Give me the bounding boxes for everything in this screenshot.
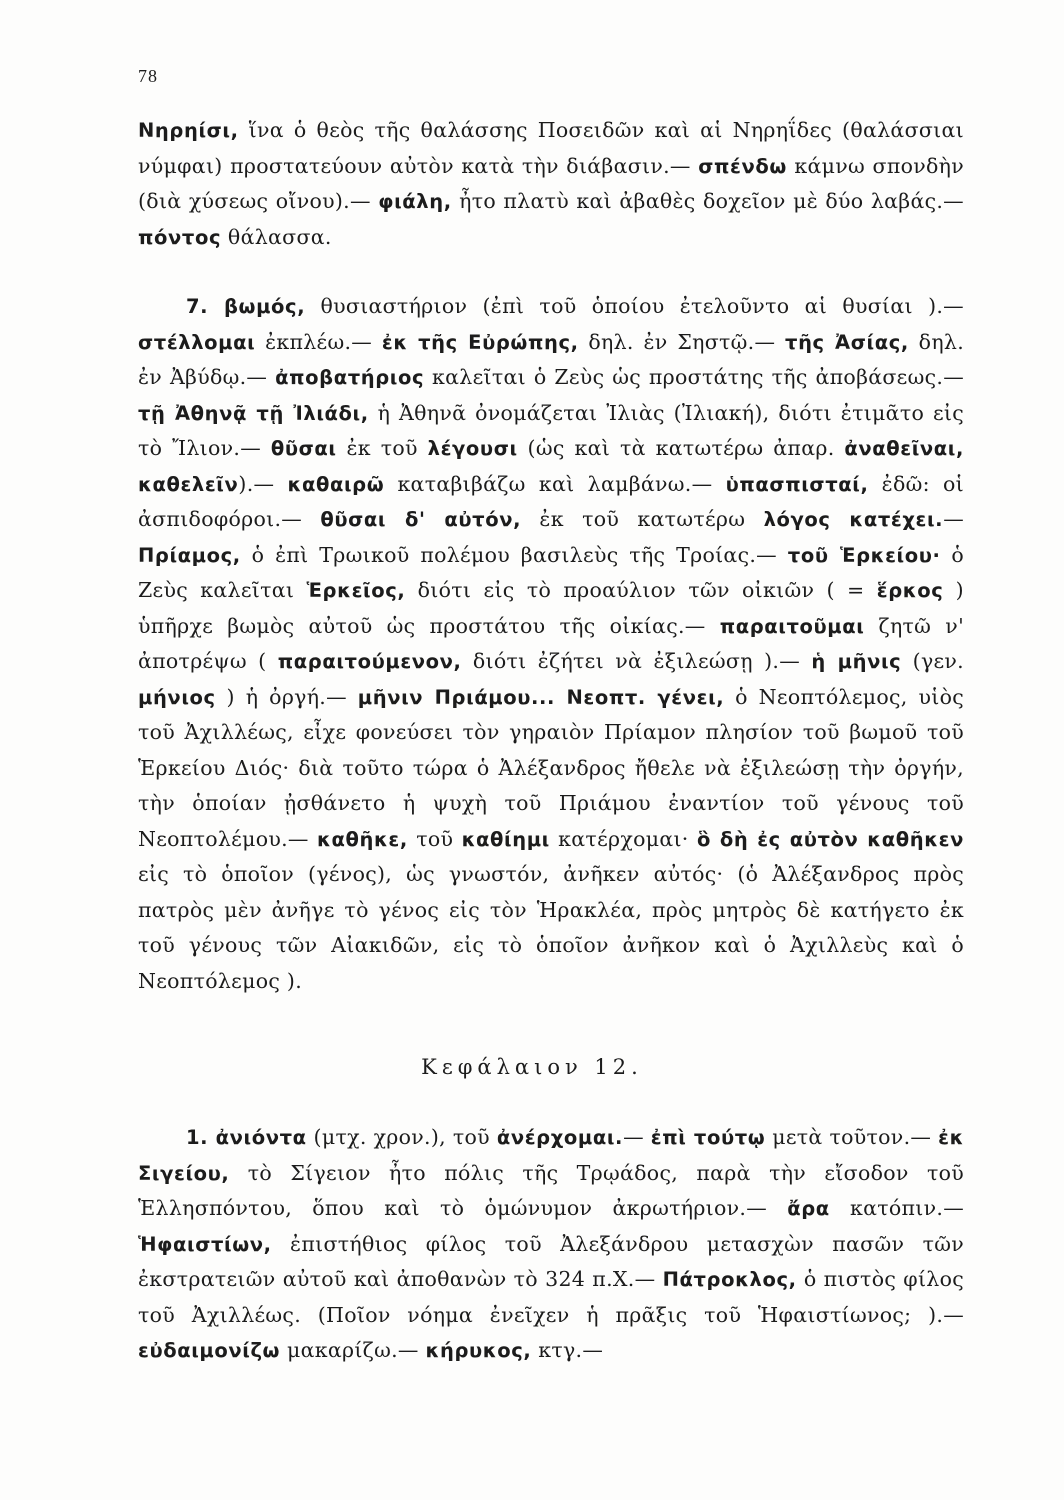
- lemma: θῦσαι: [270, 437, 337, 460]
- lemma: τῆς Ἀσίας,: [785, 330, 909, 354]
- lemma: Ἡφαιστίων,: [138, 1232, 272, 1256]
- lemma: θῦσαι δ' αὐτόν,: [320, 508, 522, 531]
- lemma: φιάλη,: [378, 190, 452, 213]
- lemma: ἀνέρχομαι.: [496, 1126, 624, 1149]
- lemma: σπένδω: [698, 154, 787, 178]
- gloss-text: ἐδῶ: οἱ ἀσπιδοφόροι.—: [138, 471, 964, 531]
- gloss-text: τὸ Σίγειον ἦτο πόλις τῆς Τρῳάδος, παρὰ τὴν εἴσοδον τοῦ Ἑλλησπόντου, ὅπου καὶ τὸ ὁμώνυμον ἀκρωτήριον.—: [138, 1160, 964, 1220]
- lemma: ἐπὶ τούτῳ: [650, 1126, 766, 1149]
- lemma: Ἑρκεῖος,: [306, 579, 406, 602]
- gloss-text: ἐπιστήθιος φίλος τοῦ Ἀλεξάνδρου μετασχὼν πασῶν τῶν ἐκστρατειῶν αὐτοῦ καὶ ἀποθανὼν τὸ 324 π.Χ.—: [138, 1231, 964, 1291]
- chapter-heading: Κεφάλαιον 12.: [421, 1055, 643, 1079]
- lemma: λέγουσι: [427, 437, 518, 460]
- gloss-text: μετὰ τοῦτον.—: [765, 1125, 939, 1149]
- gloss-text: διότι εἰς τὸ προαύλιον τῶν οἰκιῶν ( =: [405, 578, 877, 602]
- gloss-text: —: [943, 507, 964, 531]
- lemma: τοῦ Ἑρκείου·: [787, 543, 941, 567]
- gloss-text: ὁ ἐπὶ Τρωικοῦ πολέμου βασιλεὺς τῆς Τροίας.—: [240, 542, 788, 567]
- gloss-text: ἡ Ἀθηνᾶ ὀνομάζεται Ἰλιὰς (Ἰλιακή), διότι ἐτιμᾶτο εἰς τὸ Ἴλιον.—: [138, 400, 965, 460]
- lemma: μῆνιν Πριάμου... Νεοπτ. γένει,: [357, 685, 725, 709]
- gloss-text: καταβιβάζω καὶ λαμβάνω.—: [384, 471, 726, 496]
- gloss-text: μακαρίζω.—: [280, 1338, 426, 1362]
- gloss-text: εἰς τὸ ὁποῖον (γένος), ὡς γνωστόν, ἀνῆκεν αὐτός· (ὁ Ἀλέξανδρος πρὸς πατρὸς μὲν ἀνῆγε τὸ γένος εἰς τὸν Ἡρακλέα, πρὸς μητρὸς δὲ κατήγετο ἐκ τοῦ γένους τῶν Αἰακιδῶν, εἰς τὸ ὁποῖον ἀνῆκον καὶ ὁ Ἀχιλλεὺς καὶ ὁ Νεοπτόλεμος ).: [138, 862, 964, 993]
- gloss-text: διότι ἐζήτει νὰ ἐξιλεώσῃ ).—: [461, 649, 812, 673]
- lemma: Πρίαμος,: [138, 543, 241, 567]
- gloss-text: ὁ πιστὸς φίλος τοῦ Ἀχιλλέως. (Ποῖον νόημα ἐνεῖχεν ἡ πρᾶξις τοῦ Ἡφαιστίωνος; ).—: [138, 1267, 964, 1327]
- lemma: καθῆκε,: [317, 827, 408, 851]
- gloss-text: ) ὑπῆρχε βωμὸς αὐτοῦ ὡς προστάτου τῆς οἰκίας.—: [138, 578, 964, 638]
- gloss-text: ) ἡ ὀργή.—: [215, 684, 358, 709]
- lemma: τῇ Ἀθηνᾷ τῇ Ἰλιάδι,: [138, 401, 369, 425]
- lemma: ὃ δὴ ἐς αὐτὸν καθῆκεν: [696, 827, 964, 851]
- gloss-text: δηλ. ἐν Σηστῷ.—: [578, 329, 786, 354]
- lemma: 1. ἀνιόντα: [186, 1126, 307, 1149]
- gloss-text: ).—: [238, 471, 288, 496]
- gloss-text: (γεν.: [901, 649, 964, 673]
- gloss-text: κάμνω σπονδὴν (διὰ χύσεως οἴνου).—: [138, 153, 965, 213]
- gloss-text: κατέρχομαι·: [549, 826, 697, 851]
- lemma: Νηρηίσι,: [138, 119, 239, 142]
- gloss-text: (μτχ. χρον.), τοῦ: [306, 1125, 497, 1149]
- lemma: ἡ μῆνις: [811, 650, 902, 673]
- gloss-text: ὁ Νεοπτόλεμος, υἱὸς τοῦ Ἀχιλλέως, εἶχε φονεύσει τὸν γηραιὸν Πρίαμον πλησίον τοῦ βωμοῦ τοῦ Ἑρκείου Διός· διὰ τοῦτο τώρα ὁ Ἀλέξανδρος ἤθελε νὰ ἐξιλεώσῃ τὴν ὀργήν, τὴν ὁποίαν ᾐσθάνετο ἡ ψυχὴ τοῦ Πριάμου ἐναντίον τοῦ γένους τοῦ Νεοπτολέμου.—: [138, 684, 965, 851]
- gloss-text: θάλασσα.: [221, 224, 332, 249]
- gloss-text: ἐκπλέω.—: [255, 329, 382, 354]
- lemma: ἐκ Σιγείου,: [138, 1126, 965, 1185]
- gloss-text: κατόπιν.—: [829, 1196, 964, 1220]
- lemma: ἄρα: [787, 1197, 830, 1220]
- paragraph: [138, 1120, 964, 1369]
- gloss-text: (ὡς καὶ τὰ κατωτέρω ἀπαρ.: [517, 436, 845, 460]
- lemma: παραιτούμενον,: [277, 650, 462, 673]
- lemma: καθαιρῶ: [287, 472, 385, 496]
- paragraph: [138, 289, 964, 999]
- gloss-text: δηλ. ἐν Ἀβύδῳ.—: [138, 329, 965, 389]
- lemma: ἀποβατήριος: [275, 366, 425, 389]
- page-number: 78: [138, 66, 158, 86]
- gloss-text: ἦτο πλατὺ καὶ ἀβαθὲς δοχεῖον μὲ δύο λαβάς.—: [451, 189, 964, 213]
- lemma: καθίημι: [461, 827, 550, 851]
- lemma: κήρυκος,: [425, 1339, 532, 1362]
- gloss-text: ζητῶ ν' ἀποτρέψω (: [138, 613, 965, 673]
- lemma: παραιτοῦμαι: [719, 614, 865, 638]
- lemma: πόντος: [138, 225, 222, 249]
- lemma: μήνιος: [138, 685, 216, 709]
- lemma: 7. βωμός,: [186, 295, 306, 318]
- gloss-text: ἐκ τοῦ κατωτέρω: [521, 507, 764, 531]
- gloss-text: —: [623, 1125, 651, 1149]
- gloss-text: ὁ Ζεὺς καλεῖται: [138, 542, 964, 602]
- lemma: ὑπασπισταί,: [725, 472, 869, 496]
- gloss-text: καλεῖται ὁ Ζεὺς ὡς προστάτης τῆς ἀποβάσεως.—: [424, 365, 964, 389]
- gloss-text: ἵνα ὁ θεὸς τῆς θαλάσσης Ποσειδῶν καὶ αἱ Νηρηΐδες (θαλάσσιαι νύμφαι) προστατεύουν αὐτὸν κατὰ τὴν διάβασιν.—: [138, 118, 964, 178]
- gloss-text: ἐκ τοῦ: [336, 436, 428, 460]
- paragraph: [138, 113, 964, 255]
- gloss-text: κτγ.—: [531, 1338, 604, 1362]
- gloss-text: θυσιαστήριον (ἐπὶ τοῦ ὁποίου ἐτελοῦντο αἱ θυσίαι ).—: [305, 294, 964, 318]
- lemma: ἀναθεῖναι, καθελεῖν: [138, 437, 964, 496]
- lemma: Πάτροκλος,: [662, 1268, 797, 1291]
- lemma: ἕρκος: [876, 579, 944, 602]
- lemma: ἐκ τῆς Εὐρώπης,: [381, 330, 579, 354]
- lemma: λόγος κατέχει.: [763, 508, 944, 531]
- gloss-text: τοῦ: [407, 826, 462, 851]
- lemma: στέλλομαι: [138, 330, 256, 354]
- lemma: εὐδαιμονίζω: [138, 1339, 281, 1362]
